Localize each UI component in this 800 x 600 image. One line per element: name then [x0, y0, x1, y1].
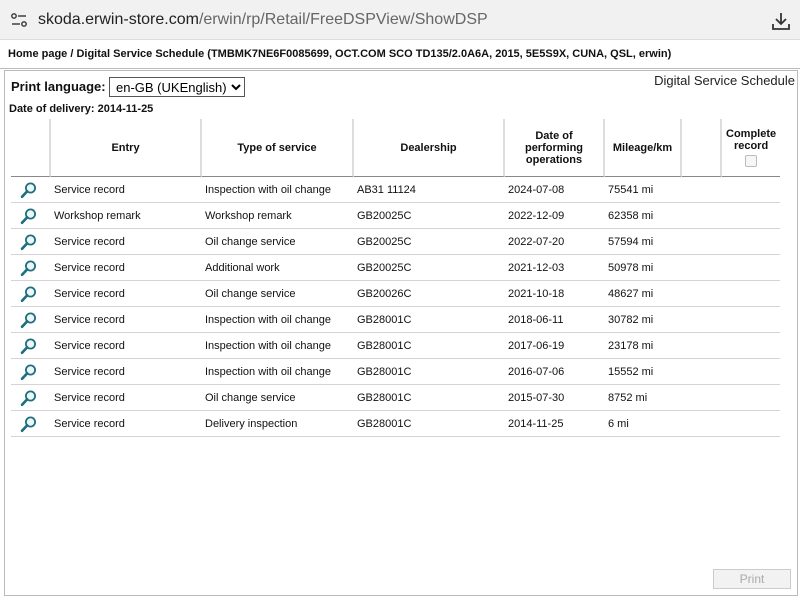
header-type-of-service: Type of service: [202, 119, 354, 177]
row-icon-cell: [11, 281, 51, 307]
blank-cell: [682, 385, 722, 411]
magnifier-icon[interactable]: [20, 337, 38, 355]
entry-cell: Workshop remark: [51, 203, 202, 229]
table-row: [11, 307, 780, 333]
type-cell: Inspection with oil change: [202, 177, 354, 203]
mileage-cell: 48627 mi: [605, 281, 682, 307]
dealer-cell: GB20025C: [354, 229, 505, 255]
row-icon-cell: [11, 385, 51, 411]
date-cell: 2021-12-03: [505, 255, 605, 281]
dealer-cell: GB28001C: [354, 411, 505, 437]
blank-cell: [682, 411, 722, 437]
print-language-label: Print language:: [11, 79, 106, 94]
mileage-cell: 23178 mi: [605, 333, 682, 359]
mileage-cell: 30782 mi: [605, 307, 682, 333]
row-icon-cell: [11, 255, 51, 281]
row-icon-cell: [11, 359, 51, 385]
date-cell: 2024-07-08: [505, 177, 605, 203]
download-icon[interactable]: [770, 10, 792, 32]
entry-cell: Service record: [51, 333, 202, 359]
complete-cell: [722, 411, 780, 437]
service-records-table: [11, 119, 780, 437]
magnifier-icon[interactable]: [20, 233, 38, 251]
entry-cell: Service record: [51, 255, 202, 281]
url-path: /erwin/rp/Retail/FreeDSPView/ShowDSP: [198, 11, 488, 28]
mileage-cell: 75541 mi: [605, 177, 682, 203]
mileage-cell: 50978 mi: [605, 255, 682, 281]
entry-cell: Service record: [51, 281, 202, 307]
type-cell: Oil change service: [202, 229, 354, 255]
table-body: [11, 177, 780, 437]
blank-cell: [682, 203, 722, 229]
row-icon-cell: [11, 411, 51, 437]
row-icon-cell: [11, 177, 51, 203]
print-language-select[interactable]: [109, 77, 245, 97]
type-cell: Oil change service: [202, 281, 354, 307]
page-title: Digital Service Schedule: [654, 73, 795, 88]
row-icon-cell: [11, 307, 51, 333]
type-cell: Additional work: [202, 255, 354, 281]
table-row: [11, 359, 780, 385]
type-cell: Delivery inspection: [202, 411, 354, 437]
table-row: [11, 281, 780, 307]
mileage-cell: 15552 mi: [605, 359, 682, 385]
date-cell: 2015-07-30: [505, 385, 605, 411]
complete-cell: [722, 333, 780, 359]
site-settings-icon[interactable]: [10, 12, 28, 28]
table-row: [11, 255, 780, 281]
delivery-date: Date of delivery: 2014-11-25: [9, 103, 154, 115]
date-cell: 2014-11-25: [505, 411, 605, 437]
dealer-cell: GB28001C: [354, 333, 505, 359]
blank-cell: [682, 281, 722, 307]
date-cell: 2021-10-18: [505, 281, 605, 307]
date-cell: 2022-12-09: [505, 203, 605, 229]
entry-cell: Service record: [51, 177, 202, 203]
type-cell: Inspection with oil change: [202, 307, 354, 333]
header-icon-column: [11, 119, 51, 177]
type-cell: Oil change service: [202, 385, 354, 411]
table-row: [11, 229, 780, 255]
mileage-cell: 57594 mi: [605, 229, 682, 255]
complete-cell: [722, 177, 780, 203]
dealer-cell: GB20025C: [354, 203, 505, 229]
complete-cell: [722, 229, 780, 255]
complete-cell: [722, 255, 780, 281]
date-cell: 2022-07-20: [505, 229, 605, 255]
date-cell: 2016-07-06: [505, 359, 605, 385]
header-mileage: Mileage/km: [605, 119, 682, 177]
magnifier-icon[interactable]: [20, 259, 38, 277]
table-row: [11, 177, 780, 203]
row-icon-cell: [11, 203, 51, 229]
mileage-cell: 62358 mi: [605, 203, 682, 229]
breadcrumb[interactable]: Home page / Digital Service Schedule (TMBMK7NE6F0085699, OCT.COM SCO TD135/2.0A6A, 2015, 5E5S9X, CUNA, QSL, erwin): [8, 48, 672, 60]
complete-cell: [722, 203, 780, 229]
dealer-cell: GB28001C: [354, 385, 505, 411]
complete-cell: [722, 281, 780, 307]
complete-record-label: Complete record: [726, 128, 777, 152]
magnifier-icon[interactable]: [20, 285, 38, 303]
service-schedule-panel: [4, 70, 798, 596]
table-header-row: [11, 119, 780, 177]
blank-cell: [682, 333, 722, 359]
blank-cell: [682, 177, 722, 203]
table-row: [11, 203, 780, 229]
header-complete-record: [722, 119, 780, 177]
header-dealership: Dealership: [354, 119, 505, 177]
dealer-cell: GB20025C: [354, 255, 505, 281]
complete-cell: [722, 385, 780, 411]
entry-cell: Service record: [51, 385, 202, 411]
browser-url-bar: [0, 0, 800, 40]
mileage-cell: 8752 mi: [605, 385, 682, 411]
magnifier-icon[interactable]: [20, 389, 38, 407]
mileage-cell: 6 mi: [605, 411, 682, 437]
entry-cell: Service record: [51, 411, 202, 437]
blank-cell: [682, 255, 722, 281]
header-entry: Entry: [51, 119, 202, 177]
magnifier-icon[interactable]: [20, 181, 38, 199]
entry-cell: Service record: [51, 359, 202, 385]
blank-cell: [682, 307, 722, 333]
magnifier-icon[interactable]: [20, 311, 38, 329]
dealer-cell: GB28001C: [354, 307, 505, 333]
dealer-cell: GB20026C: [354, 281, 505, 307]
table-row: [11, 333, 780, 359]
table-row: [11, 411, 780, 437]
dealer-cell: GB28001C: [354, 359, 505, 385]
row-icon-cell: [11, 229, 51, 255]
table-row: [11, 385, 780, 411]
header-date: Date of performing operations: [505, 119, 605, 177]
breadcrumb-bar: [0, 41, 800, 69]
magnifier-icon[interactable]: [20, 415, 38, 433]
type-cell: Inspection with oil change: [202, 359, 354, 385]
magnifier-icon[interactable]: [20, 207, 38, 225]
blank-cell: [682, 229, 722, 255]
header-blank: [682, 119, 722, 177]
print-button[interactable]: Print: [713, 569, 791, 589]
entry-cell: Service record: [51, 229, 202, 255]
type-cell: Inspection with oil change: [202, 333, 354, 359]
row-icon-cell: [11, 333, 51, 359]
entry-cell: Service record: [51, 307, 202, 333]
url-field[interactable]: [38, 11, 488, 29]
complete-record-checkbox[interactable]: [745, 155, 757, 167]
blank-cell: [682, 359, 722, 385]
url-host: skoda.erwin-store.com: [38, 11, 199, 28]
date-cell: 2018-06-11: [505, 307, 605, 333]
type-cell: Workshop remark: [202, 203, 354, 229]
complete-cell: [722, 359, 780, 385]
magnifier-icon[interactable]: [20, 363, 38, 381]
dealer-cell: AB31 11124: [354, 177, 505, 203]
date-cell: 2017-06-19: [505, 333, 605, 359]
complete-cell: [722, 307, 780, 333]
